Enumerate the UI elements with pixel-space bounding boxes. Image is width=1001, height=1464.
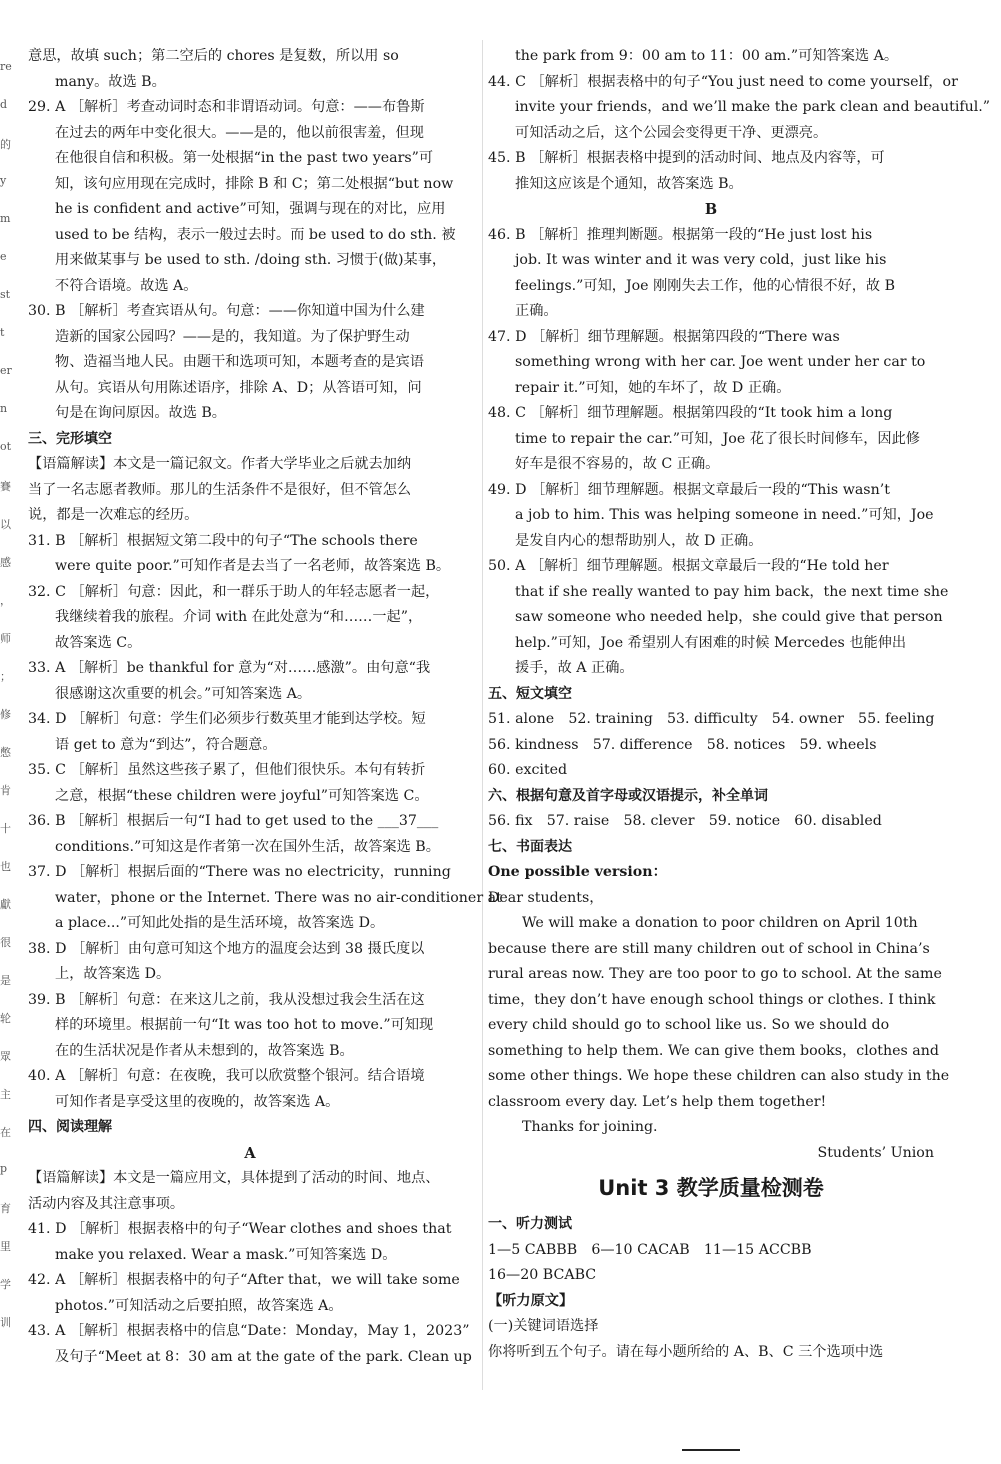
edge-char: 十 xyxy=(0,822,11,835)
text-line: time to repair the car.”可知，Joe 花了很长时间修车，因此修 xyxy=(515,430,920,447)
edge-char: 獻 xyxy=(0,898,11,911)
text-line: 可知作者是享受这里的夜晚的，故答案选 A。 xyxy=(55,1093,340,1110)
section-heading-fill-blank: 五、短文填空 xyxy=(488,685,572,702)
text-line: 正确。 xyxy=(515,303,558,319)
text-line: 故答案选 C。 xyxy=(55,634,142,651)
text-line: 活动内容及其注意事项。 xyxy=(28,1195,185,1212)
text-line: 说，都是一次难忘的经历。 xyxy=(28,507,199,523)
text-line: photos.”可知活动之后要拍照，故答案选 A。 xyxy=(55,1297,343,1314)
text-line: 句是在询问原因。故选 B。 xyxy=(55,405,226,421)
edge-char: 师 xyxy=(0,632,11,645)
text-line: 在他很自信和积极。第一处根据“in the past two years”可 xyxy=(55,150,434,166)
text-line: invite your friends，and we’ll make the park clean and beautiful.” xyxy=(515,99,991,115)
edge-char: 很 xyxy=(0,936,11,949)
letter-closing: Thanks for joining. xyxy=(522,1119,658,1135)
passage-analysis: 【语篇解读】本文是一篇应用文，具体提到了活动的时间、地点、 xyxy=(28,1170,440,1186)
answer-34: 34. D ［解析］句意：学生们必须步行数英里才能到达学校。短 xyxy=(28,711,426,727)
section-heading-listening: 一、听力测试 xyxy=(488,1216,572,1232)
edge-char: 在 xyxy=(0,1126,11,1139)
text-line: 语 get to 意为“到达”，符合题意。 xyxy=(55,736,277,753)
answer-43: 43. A ［解析］根据表格中的信息“Date：Monday，May 1，2023” xyxy=(28,1323,470,1339)
column-divider xyxy=(482,40,483,1390)
edge-char: m xyxy=(0,212,11,225)
unit-title: Unit 3 教学质量检测卷 xyxy=(598,1176,824,1200)
text-line: water，phone or the Internet. There was no air-conditioner at xyxy=(55,889,502,906)
text-line: 在的生活状况是作者从未想到的，故答案选 B。 xyxy=(55,1042,354,1059)
answer-row: 1—5 CABBB 6—10 CACAB 11—15 ACCBB xyxy=(488,1241,812,1258)
text-line: 在过去的两年中变化很大。——是的，他以前很害羞，但现 xyxy=(55,124,424,141)
text-line: a job to him. This was helping someone in need.”可知，Joe xyxy=(515,507,934,523)
answer-32: 32. C ［解析］句意：因此，和一群乐于助人的年轻志愿者一起， xyxy=(28,583,440,600)
edge-char: p xyxy=(0,1162,8,1175)
text-line: 知，该句应用现在完成时，排除 B 和 C；第二处根据“but now xyxy=(55,175,454,192)
left-column xyxy=(28,44,502,1370)
text-line: the park from 9：00 am to 11：00 am.”可知答案选 A。 xyxy=(515,48,899,64)
text-line: repair it.”可知，她的车坏了，故 D 正确。 xyxy=(515,379,791,396)
answer-37: 37. D ［解析］根据后面的“There was no electricity，running xyxy=(28,864,451,880)
subsection-label: (一)关键词语选择 xyxy=(488,1318,599,1334)
edge-char: 学 xyxy=(0,1278,11,1291)
edge-char: 肯 xyxy=(0,784,11,797)
listening-script-label: 【听力原文】 xyxy=(488,1292,574,1309)
edge-char: 憋 xyxy=(0,746,11,759)
text-line: 推知这应该是个通知，故答案选 B。 xyxy=(515,175,743,192)
text-line: 物、造福当地人民。由题干和选项可知，本题考查的是宾语 xyxy=(55,354,424,370)
text-line: feelings.”可知，Joe 刚刚失去工作，他的心情很不好，故 B xyxy=(515,277,896,294)
text-line: make you relaxed. Wear a mask.”可知答案选 D。 xyxy=(55,1246,397,1263)
answer-row: 60. excited xyxy=(488,762,568,778)
text-line: a place...”可知此处指的是生活环境，故答案选 D。 xyxy=(55,915,385,931)
text-line: 上，故答案选 D。 xyxy=(55,966,171,982)
letter-body-line: every child should go to school like us. So we should do xyxy=(488,1017,890,1033)
letter-salutation: Dear students， xyxy=(488,889,604,906)
answer-48: 48. C ［解析］细节理解题。根据第四段的“It took him a long xyxy=(488,405,893,421)
edge-char: er xyxy=(0,364,12,377)
text-line: 很感谢这次重要的机会。”可知答案选 A。 xyxy=(55,685,312,702)
edge-char: re xyxy=(0,60,12,73)
edge-char: ， xyxy=(0,594,11,607)
edge-char: 主 xyxy=(0,1088,11,1101)
answer-46: 46. B ［解析］推理判断题。根据第一段的“He just lost his xyxy=(488,226,873,243)
edge-char: 也 xyxy=(0,860,11,873)
text-line: saw someone who needed help，she could give that person xyxy=(515,609,943,625)
section-heading-cloze: 三、完形填空 xyxy=(28,430,112,447)
edge-char: n xyxy=(0,402,8,415)
text-line: 可知活动之后，这个公园会变得更干净、更漂亮。 xyxy=(515,124,828,141)
letter-body-line: time，they don’t have enough school things or clothes. I think xyxy=(488,991,936,1008)
subsection-a-heading: A xyxy=(244,1144,256,1162)
passage-analysis: 【语篇解读】本文是一篇记叙文。作者大学毕业之后就去加纳 xyxy=(28,456,412,472)
edge-char: 育 xyxy=(0,1202,11,1215)
text-line: that if she really wanted to pay him back，the next time she xyxy=(515,583,949,600)
text-line: help.”可知，Joe 希望别人有困难的时候 Mercedes 也能伸出 xyxy=(515,634,907,651)
text-line: 援手，故 A 正确。 xyxy=(515,660,634,676)
answer-41: 41. D ［解析］根据表格中的句子“Wear clothes and shoes that xyxy=(28,1221,452,1237)
answer-35: 35. C ［解析］虽然这些孩子累了，但他们很快乐。本句有转折 xyxy=(28,762,426,778)
edge-char: 里 xyxy=(0,1240,11,1253)
answer-row: 51. alone 52. training 53. difficulty 54. owner 55. feeling xyxy=(488,711,935,727)
answer-row: 56. kindness 57. difference 58. notices 59. wheels xyxy=(488,736,877,753)
answer-row: 16—20 BCABC xyxy=(488,1267,597,1283)
subsection-b-heading: B xyxy=(704,201,718,218)
answer-50: 50. A ［解析］细节理解题。根据文章最后一段的“He told her xyxy=(488,558,889,574)
text-line: 之意，根据“these children were joyful”可知答案选 C。 xyxy=(55,787,429,804)
text-line: 当了一名志愿者教师。那儿的生活条件不是很好，但不管怎么 xyxy=(28,481,412,498)
text-line: 从句。宾语从句用陈述语序，排除 A、D；从答语可知，问 xyxy=(55,379,422,396)
edge-char: t xyxy=(0,326,5,339)
edge-char: 是 xyxy=(0,974,11,987)
right-column xyxy=(488,44,991,1365)
text-line: 好车是很不容易的，故 C 正确。 xyxy=(515,456,720,472)
text-line: 及句子“Meet at 8：30 am at the gate of the park. Clean up xyxy=(55,1348,472,1365)
text-line: 是发自内心的想帮助别人，故 D 正确。 xyxy=(515,532,763,549)
answer-29: 29. A ［解析］考查动词时态和非谓语动词。句意：——布鲁斯 xyxy=(28,99,425,115)
text-line: something wrong with her car. Joe went under her car to xyxy=(515,354,926,370)
text-line: 不符合语境。故选 A。 xyxy=(55,277,198,294)
instruction-line: 你将听到五个句子。请在每小题所给的 A、B、C 三个选项中选 xyxy=(488,1343,884,1360)
text-line: 造新的国家公园吗？——是的，我知道。为了保护野生动 xyxy=(55,328,410,345)
letter-body-line: because there are still many children out of school in China’s xyxy=(488,940,930,957)
edge-char: ot xyxy=(0,440,12,453)
answer-47: 47. D ［解析］细节理解题。根据第四段的“There was xyxy=(488,328,840,345)
answer-33: 33. A ［解析］be thankful for 意为“对……感激”。由句意“我 xyxy=(28,660,431,676)
edge-char: 感 xyxy=(0,556,11,569)
letter-body-line: something to help them. We can give them books，clothes and xyxy=(488,1042,939,1059)
letter-signature: Students’ Union xyxy=(817,1144,934,1161)
text-line: 样的环境里。根据前一句“It was too hot to move.”可知现 xyxy=(55,1017,434,1033)
edge-char: 训 xyxy=(0,1316,11,1329)
edge-char: ； xyxy=(0,670,11,683)
answer-49: 49. D ［解析］细节理解题。根据文章最后一段的“This wasn’t xyxy=(488,481,890,498)
answer-38: 38. D ［解析］由句意可知这个地方的温度会达到 38 摄氏度以 xyxy=(28,940,425,957)
answer-45: 45. B ［解析］根据表格中提到的活动时间、地点及内容等，可 xyxy=(488,150,885,166)
edge-char: y xyxy=(0,174,7,187)
answer-30: 30. B ［解析］考查宾语从句。句意：——你知道中国为什么建 xyxy=(28,303,425,319)
answer-row: 56. fix 57. raise 58. clever 59. notice 60. disabled xyxy=(488,813,882,829)
text-line: he is confident and active”可知，强调与现在的对比，应用 xyxy=(55,201,446,217)
letter-body-line: rural areas now. They are too poor to go to school. At the same xyxy=(488,966,942,982)
answer-31: 31. B ［解析］根据短文第二段中的句子“The schools there xyxy=(28,532,418,549)
section-heading-word-completion: 六、根据句意及首字母或汉语提示，补全单词 xyxy=(488,787,768,804)
text-line: were quite poor.”可知作者是去当了一名老师，故答案选 B。 xyxy=(55,558,451,574)
letter-body-line: We will make a donation to poor children on April 10th xyxy=(522,915,918,931)
text-line: 用来做某事与 be used to sth. /doing sth. 习惯于(做)某事， xyxy=(55,252,447,268)
letter-body-line: some other things. We hope these children can also study in the xyxy=(488,1068,950,1084)
text-line: conditions.”可知这是作者第一次在国外生活，故答案选 B。 xyxy=(55,838,440,855)
edge-char: 轮 xyxy=(0,1012,11,1025)
section-heading-reading: 四、阅读理解 xyxy=(28,1119,112,1135)
edge-char: 以 xyxy=(0,518,11,531)
text-line: used to be 结构，表示一般过去时。而 be used to do sth. 被 xyxy=(55,226,456,243)
answer-44: 44. C ［解析］根据表格中的句子“You just need to come yourself，or xyxy=(488,73,958,90)
edge-char: 修 xyxy=(0,708,11,721)
answer-40: 40. A ［解析］句意：在夜晚，我可以欣赏整个银河。结合语境 xyxy=(28,1068,425,1084)
footer-rule xyxy=(682,1449,740,1451)
letter-body-line: classroom every day. Let’s help them together! xyxy=(488,1093,827,1110)
text-line: many。故选 B。 xyxy=(55,73,166,90)
section-heading-writing: 七、书面表达 xyxy=(488,838,572,855)
edge-char: 的 xyxy=(0,138,11,151)
writing-version-label: One possible version： xyxy=(488,864,667,880)
edge-char: e xyxy=(0,250,7,263)
text-line: 我继续着我的旅程。介词 with 在此处意为“和……一起”， xyxy=(55,609,423,625)
text-line: 意思，故填 such；第二空后的 chores 是复数，所以用 so xyxy=(28,48,399,64)
answer-39: 39. B ［解析］句意：在来这儿之前，我从没想过我会生活在这 xyxy=(28,991,425,1008)
edge-char: 賽 xyxy=(0,480,11,493)
edge-char: 眾 xyxy=(0,1050,11,1063)
answer-36: 36. B ［解析］根据后一句“I had to get used to the ___37___ xyxy=(28,813,439,829)
edge-char: d xyxy=(0,98,8,111)
text-line: job. It was winter and it was very cold，just like his xyxy=(515,252,887,268)
edge-char: st xyxy=(0,288,11,301)
answer-42: 42. A ［解析］根据表格中的句子“After that，we will take some xyxy=(28,1272,460,1288)
